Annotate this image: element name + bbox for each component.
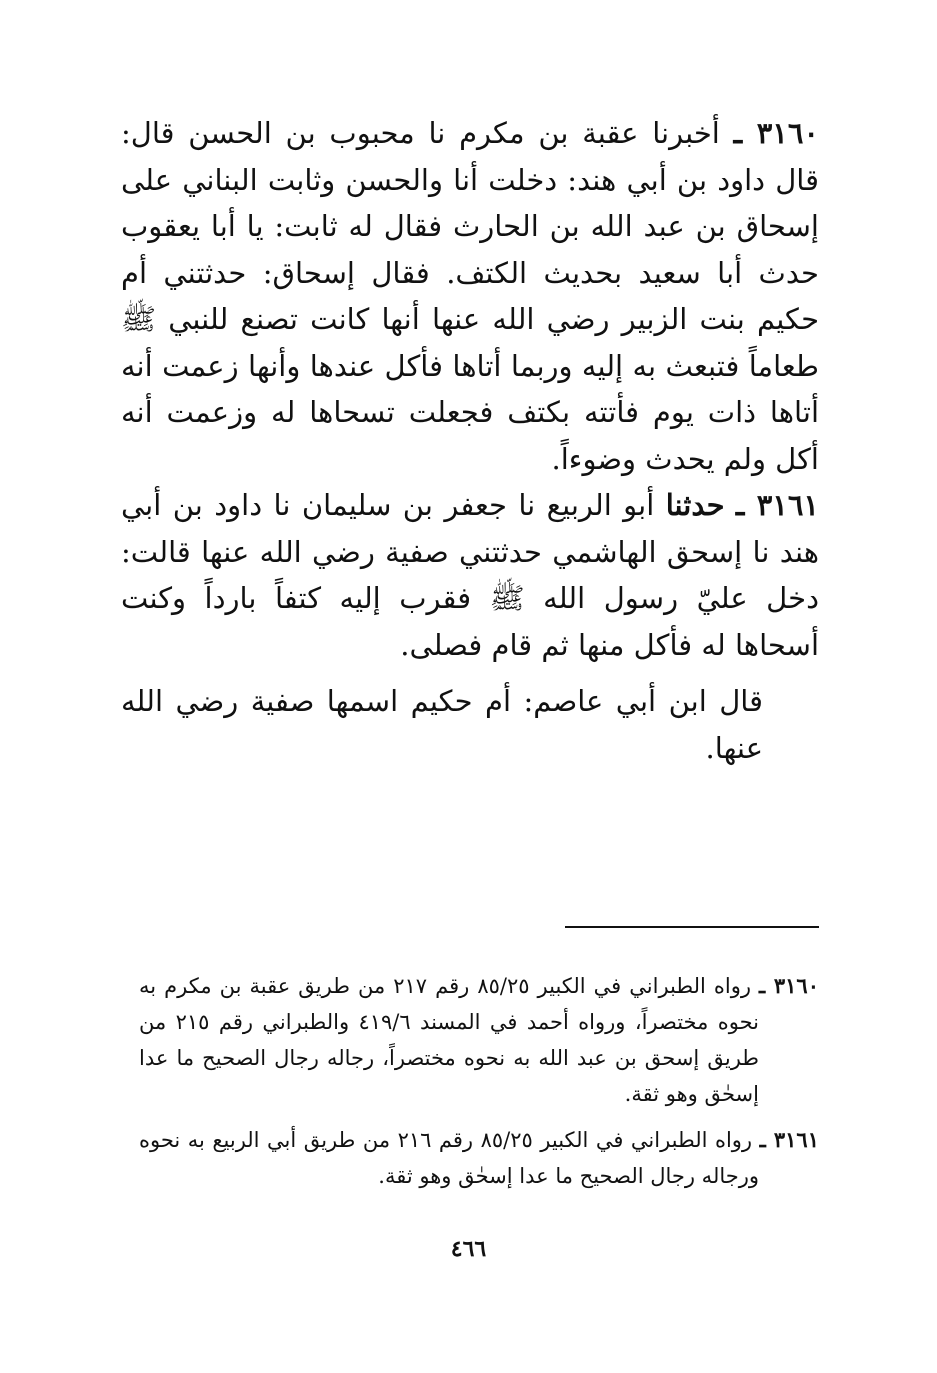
hadith-number: ٣١٦١ ـ xyxy=(735,488,820,522)
hadith-text: أخبرنا عقبة بن مكرم نا محبوب بن الحسن قال: قال داود بن أبي هند: دخلت أنا والحسن وثابت البناني على إسحاق بن عبد الله بن الحارث فقال له ثابت: يا أبا يعقوب حدث أبا سعيد بحديث الكتف. فقال إسحاق: حدثتني أم حكيم بنت الزبير رضي الله عنها أنها كانت تصنع للنبي ﷺ طعاماً فتبعث به إليه وربما أتاها فأكل عندها وأنها زعمت أنه أتاها ذات يوم فأتته بكتف فجعلت تسحاها له وزعمت أنه أكل ولم يحدث وضوءاً. xyxy=(121,116,819,476)
page-number: ٤٦٦ xyxy=(450,1236,487,1262)
footnote-3161 xyxy=(139,1122,819,1194)
footnote-text: رواه الطبراني في الكبير ٨٥/٢٥ رقم ٢١٧ من طريق عقبة بن مكرم به نحوه مختصراً، ورواه أحمد في المسند ٤١٩/٦ والطبراني رقم ٢١٥ من طريق إسحق بن عبد الله به نحوه مختصراً، رجاله رجال الصحيح ما عدا إسحٰق وهو ثقة. xyxy=(139,974,759,1106)
hadith-3161 xyxy=(121,482,819,668)
footnote-number: ٣١٦٠ ـ xyxy=(759,973,819,998)
hadith-number: ٣١٦٠ ـ xyxy=(733,116,819,150)
closing-note: قال ابن أبي عاصم: أم حكيم اسمها صفية رضي الله عنها. xyxy=(121,684,763,765)
hadith-3160 xyxy=(121,110,819,482)
footnote-text: رواه الطبراني في الكبير ٨٥/٢٥ رقم ٢١٦ من طريق أبي الربيع به نحوه ورجاله رجال الصحيح ما عدا إسحٰق وهو ثقة. xyxy=(139,1128,759,1188)
footnote-3160 xyxy=(139,968,819,1112)
hadith-text: أبو الربيع نا جعفر بن سليمان نا داود بن أبي هند نا إسحق الهاشمي حدثتني صفية رضي الله عنها قالت: دخل عليّ رسول الله ﷺ فقرب إليه كتفاً بارداً وكنت أسحاها له فأكل منها ثم قام فصلى. xyxy=(121,488,819,662)
footnotes xyxy=(139,968,819,1204)
hadith-keyword: حدثنا xyxy=(665,488,725,522)
main-text-body xyxy=(121,110,819,771)
footnote-separator xyxy=(565,926,819,928)
footnote-number: ٣١٦١ ـ xyxy=(759,1127,819,1152)
